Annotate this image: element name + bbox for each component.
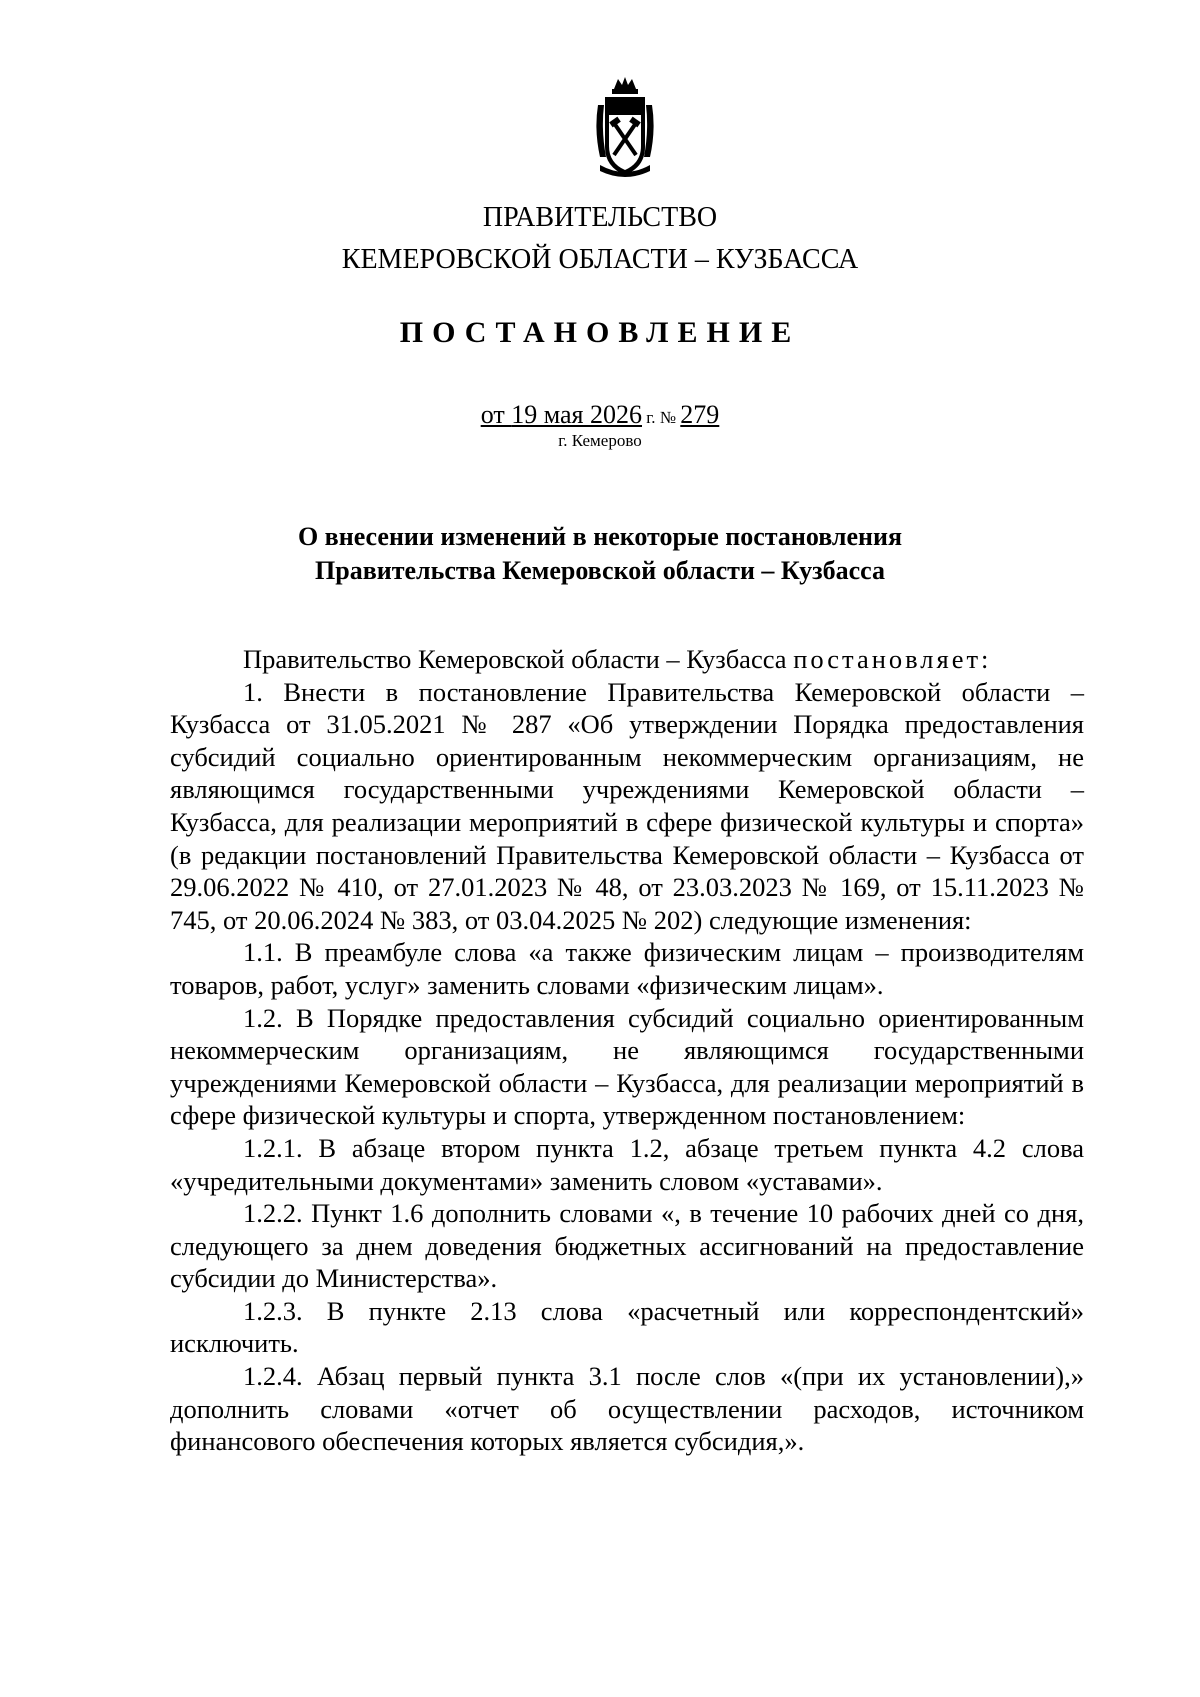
year-suffix: г. bbox=[642, 408, 656, 427]
document-title bbox=[0, 520, 1200, 588]
paragraph-1-2-1: 1.2.1. В абзаце втором пункта 1.2, абзаце третьем пункта 4.2 слова «учредительными документами» заменить словом «уставами». bbox=[170, 1132, 1084, 1196]
date-line bbox=[0, 399, 1200, 434]
government-name-line2: КЕМЕРОВСКОЙ ОБЛАСТИ – КУЗБАССА bbox=[341, 244, 859, 275]
intro-paragraph bbox=[170, 643, 1084, 676]
paragraph-1: 1. Внести в постановление Правительства Кемеровской области – Кузбасса от 31.05.2021 № 287 «Об утверждении Порядка предоставления субсидий социально ориентированным некоммерческим организациям, не являющимся государственными учреждениями Кемеровской области – Кузбасса, для реализации мероприятий в сфере физической культуры и спорта» (в редакции постановлений Правительства Кемеровской области – Кузбасса от 29.06.2022 № 410, от 27.01.2023 № 48, от 23.03.2023 № 169, от 15.11.2023 № 745, от 20.06.2024 № 383, от 03.04.2025 № 202) следующие изменения: bbox=[170, 676, 1084, 935]
decree-number: 279 bbox=[680, 400, 720, 429]
intro-prefix: Правительство Кемеровской области – Кузбасса bbox=[243, 644, 794, 674]
intro-verb: постановляет: bbox=[793, 644, 992, 674]
coat-of-arms-icon bbox=[592, 75, 658, 183]
paragraph-1-2-2: 1.2.2. Пункт 1.6 дополнить словами «, в течение 10 рабочих дней со дня, следующего за днем доведения бюджетных ассигнований на предоставление субсидии до Министерства». bbox=[170, 1198, 1084, 1294]
document-body bbox=[170, 643, 1084, 1458]
number-sign: № bbox=[655, 408, 681, 427]
decree-date: 19 мая 2026 bbox=[511, 400, 642, 429]
paragraph-1-1: 1.1. В преамбуле слова «а также физическим лицам – производителям товаров, работ, услуг» заменить словами «физическим лицам». bbox=[170, 937, 1084, 1000]
government-name-line1: ПРАВИТЕЛЬСТВО bbox=[482, 202, 718, 233]
city: г. Кемерово bbox=[558, 431, 642, 450]
date-prefix: от bbox=[480, 400, 512, 429]
title-line2: Правительства Кемеровской области – Кузбасса bbox=[315, 556, 885, 585]
paragraph-1-2: 1.2. В Порядке предоставления субсидий социально ориентированным некоммерческим организациям, не являющимся государственными учреждениями Кемеровской области – Кузбасса, для реализации мероприятий в сфере физической культуры и спорта, утвержденном постановлением: bbox=[170, 1002, 1084, 1131]
paragraph-1-2-3: 1.2.3. В пункте 2.13 слова «расчетный или корреспондентский» исключить. bbox=[170, 1295, 1084, 1359]
title-line1: О внесении изменений в некоторые постановления bbox=[297, 522, 903, 551]
paragraph-1-2-4: 1.2.4. Абзац первый пункта 3.1 после слов «(при их установлении),» дополнить словами «отчет об осуществлении расходов, источником финансового обеспечения которых является субсидия,». bbox=[170, 1361, 1084, 1457]
document-type: ПОСТАНОВЛЕНИЕ bbox=[399, 316, 801, 349]
